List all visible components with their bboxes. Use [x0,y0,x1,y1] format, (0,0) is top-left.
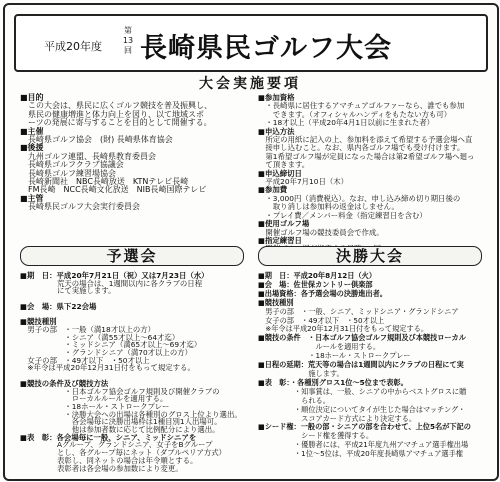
section-heading: ■期 日：平成20年7月21日（祝）又は7月23日（水） [20,271,209,280]
section-heading: ■主管 [20,193,44,203]
final-section-header [258,246,482,266]
text-line: 女子の部 ・49才以下 ・50才以上 [258,315,385,325]
text-line: 長崎県民ゴルフ大会実行委員会 [20,202,140,212]
section-heading: ■参加資格 [258,93,295,102]
text-line: シード権を獲得する。 [258,431,374,441]
text-line: 取り消しは参加料の返金はしません。 [258,202,399,212]
text-line: にて実施します。 [20,286,116,296]
final-title: 決勝大会 [335,247,404,265]
section-heading: ■目的 [20,93,44,102]
text-line: できます。（オフィシャルハンディをもたない方も可） [258,109,452,119]
text-line: ・長崎県に居住するアマチュアゴルファーなら、誰でも参加 [258,101,465,111]
edition-label: 第13回 [122,26,134,55]
section-heading: ■会 場：佐世保カントリー倶楽部 [258,279,373,289]
text-line: 長崎県ゴルフ協会 (財) 長崎県体育協会 [20,135,173,145]
text-line: 九州ゴルフ連盟、長崎県教育委員会 [20,151,156,161]
text-line: 男子の部 ・一般（満18才以上の方） [20,324,156,334]
page-subtitle: 大会実施要項 [199,76,301,92]
text-line: 平成20年7月10日（木） [258,177,349,187]
section-heading: ■出場資格：各予選会場の決勝進出者。 [258,288,387,298]
text-line: られる。 [258,395,330,405]
section-heading: ■申込方法 [258,126,295,136]
text-line: 表彰者は各会場の参加数により変更。 [20,463,183,473]
text-line: 男子の部 ・一般、シニア、ミッドシニア・グランドシニア [258,306,459,316]
qualifier-title: 予選会 [106,247,158,265]
text-line: 長崎県ゴルフ練習場協会 [20,168,116,178]
text-line: ※年令は平成20年12月31日付をもって規定する。 [258,324,429,334]
text-line: ・1位～5位は、平成20年度長崎県アマチュア選手権 [258,449,463,459]
section-heading: ■会 場：県下22会場 [20,301,97,311]
text-line: 女子の部 ・49才以下 ・50才以上 [20,355,150,365]
section-heading: ■競技の条件及び競技方法 [20,378,109,388]
section-heading: ■競技種別 [20,317,57,327]
text-line: ・18ホール・ストロークプレー [20,401,170,411]
text-line: ーツの発展に寄与することを目的として開催する。 [20,118,212,128]
page-title: 長崎県民ゴルフ大会 [140,33,392,64]
text-line: ・3,000円（消費税込）。なお、申し込み締め切り期日後の [258,193,461,203]
text-line: ・優勝者には、平成21年度九州アマチュア選手権出場 [258,440,469,450]
text-line: Aグループ、グランドシニア、女子をBグループ [20,440,213,450]
overview-left-column [20,94,245,212]
text-line: ・プレイ費／メンバー料金（指定練習日を含む） [258,210,427,220]
text-line: ・ミッドシニア（満65才以上～69才迄） [20,340,202,350]
section-heading: ■参加費 [258,185,288,195]
text-line: ローカルルールを適用する。 [20,394,168,404]
overview-right-column [258,94,493,254]
qualifier-section-header [20,246,244,266]
text-line: とし、各グループ毎にネット（ダブルペリア方式） [20,448,227,458]
section-heading: ■期 日：平成20年8月12日（火） [258,271,377,280]
section-heading: ■競技の条件 ・日本ゴルフ協会ゴルフ規則及び本競技ローカル [258,333,466,343]
text-line: ・日本ゴルフ協会ゴルフ規則及び開催クラブの [20,386,220,396]
text-line: 長崎県ゴルフクラブ協議会 [20,160,124,170]
text-line: 第1希望ゴルフ場が定員になった場合は第2希望ゴルフ場へ廻っ [258,151,475,161]
text-line: ・グランドシニア（満70才以上の方） [20,348,193,358]
text-line: ルールを適用する。 [258,342,381,352]
text-line: ・シニア（満55才以上～64才迄） [20,332,180,342]
text-line: ・18才以上（平成20年4月1日以前に生まれた者） [258,118,435,128]
section-heading: ■主催 [20,126,44,136]
text-line: この大会は、県民に広くゴルフ競技を普及振興し、 [20,101,212,111]
section-heading: ■表 彰：・各種別グロス1位～5位まで表彰。 [258,377,408,387]
text-line: 所定の用紙に記入の上、参加料を添えて希望する予選会場へ直 [258,135,473,145]
final-body [258,272,494,459]
text-line: 荒天の場合は、1週間以内に各クラブの日程 [20,278,203,288]
text-line: ※年令は平成20年12月31日付をもって規定する。 [20,363,195,373]
text-line: ・18ホール・ストロークプレー [258,351,411,361]
text-line: 開催ゴルフ場の競技委員会で作成。 [258,227,384,237]
text-line: て頂きます。 [258,160,310,170]
year-label: 平成20年度 [44,40,102,53]
section-heading: ■競技種別 [258,297,294,307]
text-line: ・決勝大会への出場は各種別のグロス上位より選出。 [20,409,242,419]
text-line: スコアカード方式により決定する。 [258,413,417,423]
text-line: 長崎新聞社 NBC長崎放送 KTNテレビ長崎 [20,177,189,187]
section-heading: ■シード権：一般の部・シニアの部を合わせて、上位5名が下記の [258,422,471,432]
text-line: 他は参加者数に応じて比例配分により選出。 [20,425,220,435]
text-line: 接申し込むこと。なお、県内各ゴルフ場でも受け付けます。 [258,143,465,153]
section-heading: ■日程の延期：荒天等の場合は1週間以内にクラブの日程にて実 [258,360,464,370]
text-line: ・知事賞は、一般、シニアの中からベストグロスに贈 [258,386,467,396]
text-line: 県民の健康増進と体力向上を図り、以て地域スポ [20,109,204,119]
section-heading: ■表 彰：各会場毎に一般、シニア、ミッドシニアを [20,432,197,442]
text-line: 各会場毎に決勝出場枠は1種目別1人出場可。 [20,417,222,427]
section-heading: ■申込締切日 [258,168,302,178]
section-heading: ■後援 [20,143,44,153]
text-line: 表彰し、同ネットの場合は年令順とする。 [20,455,198,465]
text-line: ・順位決定についてタイが生じた場合はマッチング・ [258,404,466,414]
section-heading: ■指定練習日 [258,235,302,245]
text-line: FM長崎 NCC長崎文化放送 NIB長崎国際テレビ [20,185,207,195]
text-line: 施します。 [258,368,344,378]
qualifier-body [20,272,250,472]
section-heading: ■使用ゴルフ場 [258,219,310,229]
